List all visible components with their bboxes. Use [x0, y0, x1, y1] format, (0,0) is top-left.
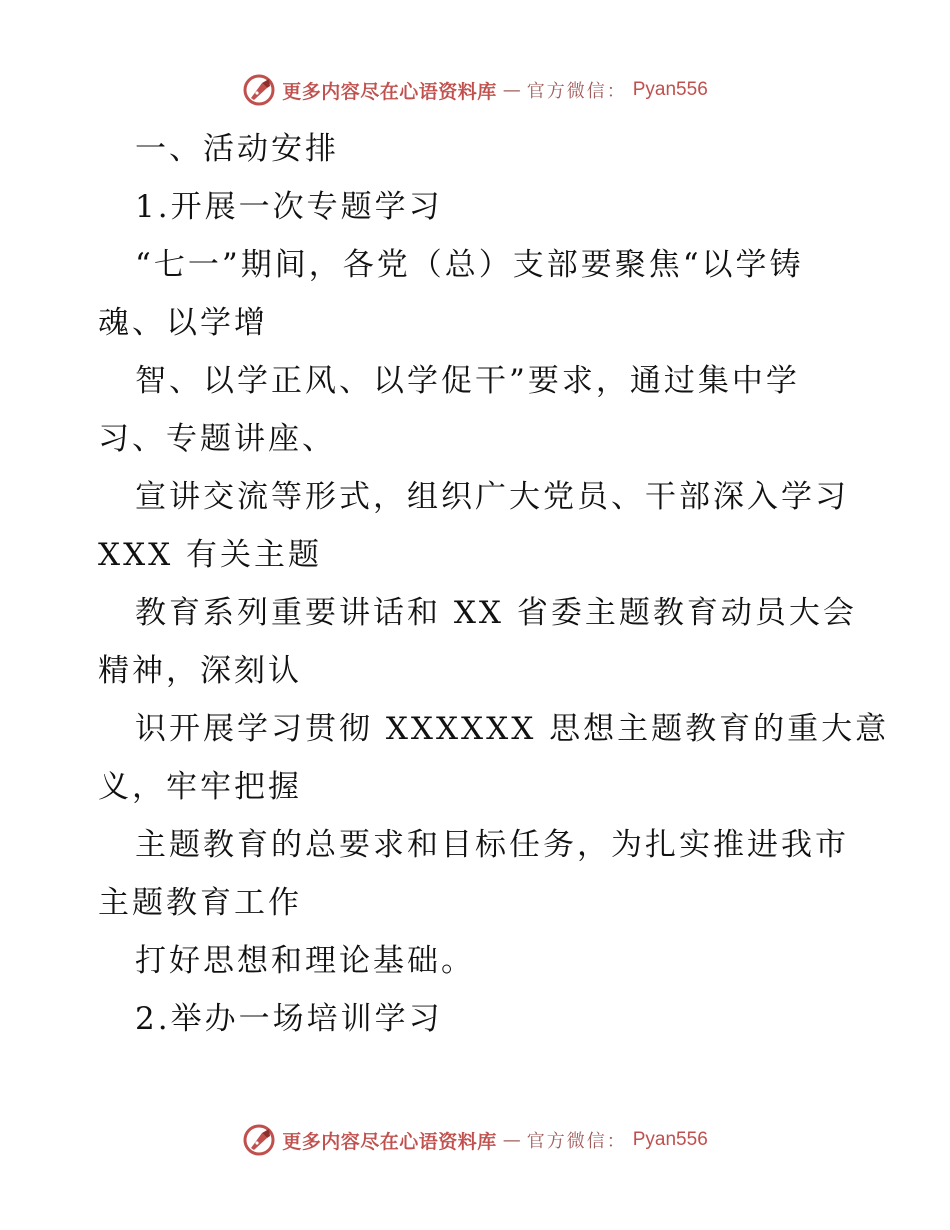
paragraph-line: “七一”期间，各党（总）支部要聚焦“以学铸 — [135, 247, 804, 283]
section-heading: 一、活动安排 — [135, 131, 339, 167]
paragraph-line: 魂、以学增 — [98, 305, 268, 341]
banner-brand-text: 更多内容尽在心语资料库 — [282, 1130, 497, 1153]
banner-separator: — — [502, 1129, 521, 1151]
paragraph-line: 打好思想和理论基础。 — [135, 943, 475, 979]
paragraph-line: 义，牢牢把握 — [98, 769, 302, 805]
banner-separator: — — [502, 79, 521, 101]
banner-wechat-label: 官方微信： — [526, 1131, 627, 1152]
banner-brand-text: 更多内容尽在心语资料库 — [282, 80, 497, 103]
banner-wechat-id: Pyan556 — [632, 79, 708, 100]
paragraph-line: 主题教育的总要求和目标任务，为扎实推进我市 — [135, 827, 849, 863]
paragraph-line: 主题教育工作 — [98, 885, 302, 921]
banner-wechat-label: 官方微信： — [526, 81, 627, 102]
paragraph-line: 精神，深刻认 — [98, 653, 302, 689]
document-body — [98, 120, 890, 1048]
banner-wechat-id: Pyan556 — [632, 1129, 708, 1150]
paragraph-line: 智、以学正风、以学促干”要求，通过集中学 — [135, 363, 800, 399]
subsection-heading: 1.开展一次专题学习 — [135, 189, 443, 225]
subsection-heading: 2.举办一场培训学习 — [135, 1001, 443, 1037]
paragraph-line: 教育系列重要讲话和 XX 省委主题教育动员大会 — [135, 595, 857, 631]
paragraph-line: XXX 有关主题 — [98, 537, 323, 573]
paragraph-line: 习、专题讲座、 — [98, 421, 336, 457]
paragraph-line: 识开展学习贯彻 XXXXXX 思想主题教育的重大意 — [135, 711, 890, 747]
footer-banner — [0, 1120, 950, 1160]
pen-nib-logo-icon — [242, 1123, 276, 1157]
header-banner — [0, 70, 950, 110]
paragraph-line: 宣讲交流等形式，组织广大党员、干部深入学习 — [135, 479, 849, 515]
pen-nib-logo-icon — [242, 73, 276, 107]
